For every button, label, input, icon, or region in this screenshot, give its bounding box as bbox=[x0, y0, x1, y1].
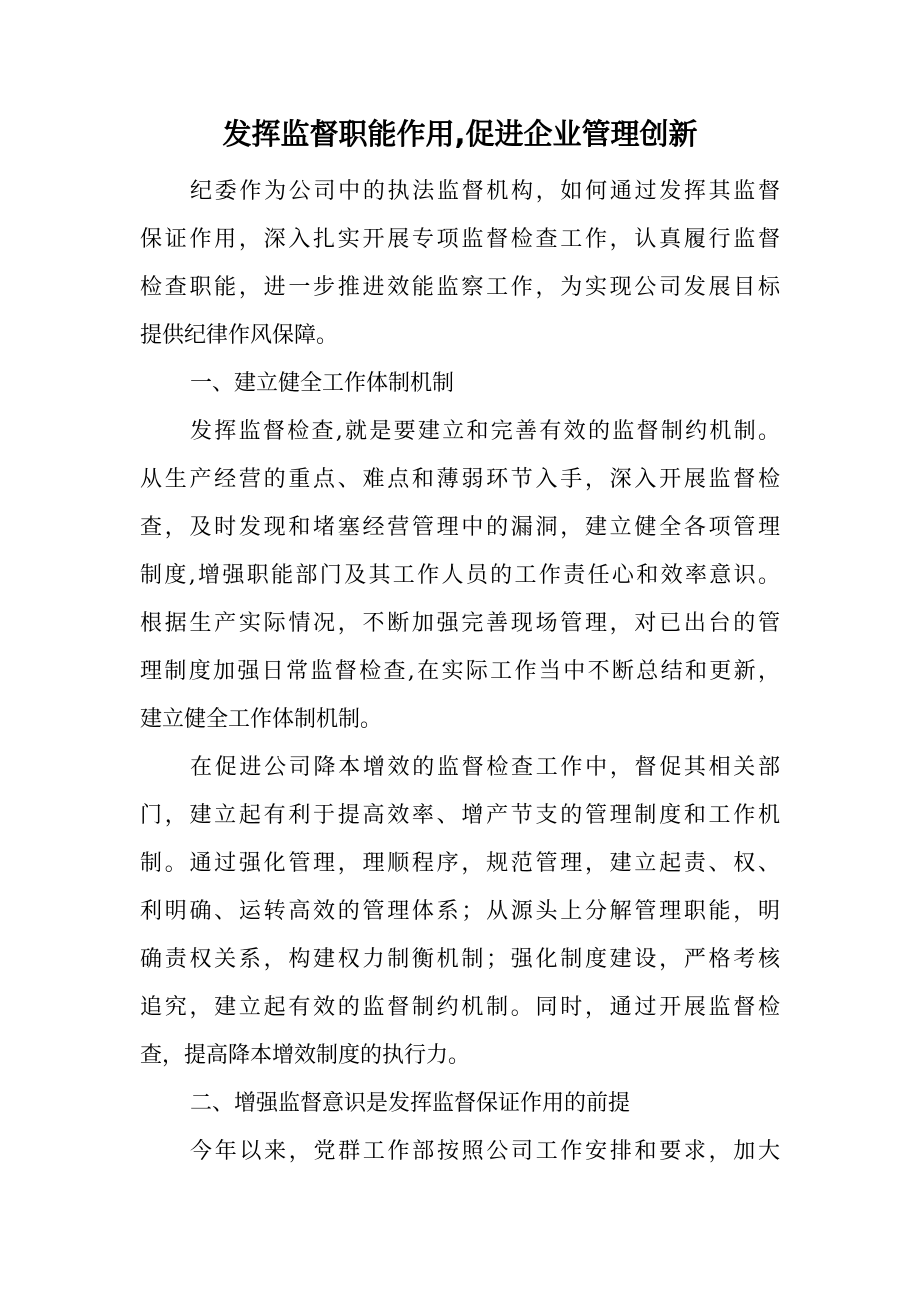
paragraph-line: 追究，建立起有效的监督制约机制。同时，通过开展监督检 bbox=[140, 995, 780, 1020]
paragraph-line: 建立健全工作体制机制。 bbox=[140, 707, 383, 732]
paragraph-line: 查，提高降本增效制度的执行力。 bbox=[140, 1043, 471, 1068]
paragraph-line: 提供纪律作风保障。 bbox=[140, 323, 339, 348]
paragraph-line: 确责权关系，构建权力制衡机制；强化制度建设，严格考核 bbox=[140, 947, 780, 972]
paragraph-line: 保证作用，深入扎实开展专项监督检查工作，认真履行监督 bbox=[140, 227, 780, 252]
paragraph-line: 门，建立起有利于提高效率、增产节支的管理制度和工作机 bbox=[140, 803, 780, 828]
paragraph-line: 利明确、运转高效的管理体系；从源头上分解管理职能，明 bbox=[140, 899, 780, 924]
paragraph-line: 发挥监督检查,就是要建立和完善有效的监督制约机制。 bbox=[190, 419, 780, 444]
section-heading: 一、建立健全工作体制机制 bbox=[190, 371, 455, 396]
paragraph-line: 今年以来，党群工作部按照公司工作安排和要求，加大 bbox=[190, 1139, 780, 1164]
paragraph-line: 根据生产实际情况，不断加强完善现场管理，对已出台的管 bbox=[140, 611, 780, 636]
document-title: 发挥监督职能作用,促进企业管理创新 bbox=[222, 117, 698, 151]
section-heading: 二、增强监督意识是发挥监督保证作用的前提 bbox=[190, 1091, 631, 1116]
paragraph-line: 纪委作为公司中的执法监督机构，如何通过发挥其监督 bbox=[190, 179, 780, 204]
paragraph-line: 查，及时发现和堵塞经营管理中的漏洞，建立健全各项管理 bbox=[140, 515, 780, 540]
paragraph-line: 制度,增强职能部门及其工作人员的工作责任心和效率意识。 bbox=[140, 563, 780, 588]
paragraph-line: 制。通过强化管理，理顺程序，规范管理，建立起责、权、 bbox=[140, 851, 780, 876]
paragraph-line: 理制度加强日常监督检查,在实际工作当中不断总结和更新， bbox=[140, 659, 780, 684]
paragraph-line: 检查职能，进一步推进效能监察工作，为实现公司发展目标 bbox=[140, 275, 780, 300]
paragraph-line: 在促进公司降本增效的监督检查工作中，督促其相关部 bbox=[190, 755, 780, 780]
paragraph-line: 从生产经营的重点、难点和薄弱环节入手，深入开展监督检 bbox=[140, 467, 780, 492]
